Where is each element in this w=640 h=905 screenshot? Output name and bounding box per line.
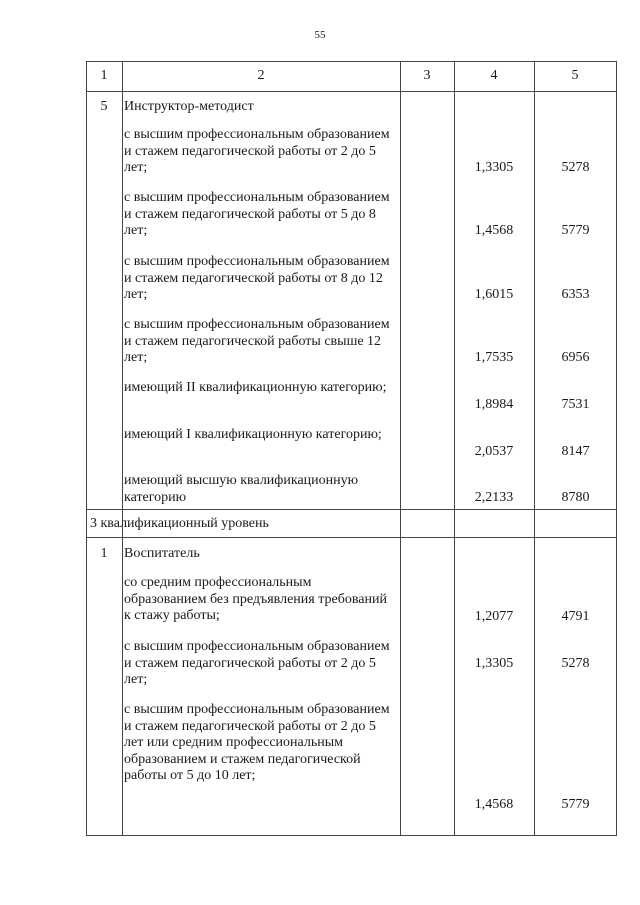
section-divider-2 (86, 537, 617, 538)
table-border-left (86, 61, 87, 836)
coefficient-value: 1,3305 (474, 656, 514, 671)
header-col-3: 3 (423, 68, 431, 83)
col-divider-2 (400, 61, 401, 836)
row-description: с высшим профессиональным образованием и стажем педагогической работы свыше 12 лет; (124, 317, 390, 365)
qualification-level-title: 3 квалификационный уровень (90, 516, 269, 531)
row-number: 5 (100, 99, 108, 114)
salary-value: 6353 (561, 287, 590, 302)
salary-value: 5278 (561, 160, 590, 175)
salary-value: 5278 (561, 656, 590, 671)
position-title: Воспитатель (124, 546, 200, 561)
table-border-bottom (86, 835, 617, 836)
header-col-2: 2 (257, 68, 265, 83)
coefficient-value: 2,0537 (474, 444, 514, 459)
salary-value: 8780 (561, 490, 590, 505)
header-col-4: 4 (490, 68, 498, 83)
row-description: с высшим профессиональным образованием и стажем педагогической работы от 2 до 5 лет; (124, 639, 390, 687)
table-border-top (86, 61, 617, 62)
position-title: Инструктор-методист (124, 99, 254, 114)
salary-value: 4791 (561, 609, 590, 624)
row-description: с высшим профессиональным образованием и стажем педагогической работы от 8 до 12 лет; (124, 254, 390, 302)
row-description: имеющий II квалификационную категорию; (124, 380, 387, 395)
row-description: с высшим профессиональным образованием и стажем педагогической работы от 2 до 5 лет или средним профессиональным образованием и стажем педагогической работы от 5 до 10 лет; (124, 702, 390, 783)
salary-table (86, 61, 617, 836)
row-description: с высшим профессиональным образованием и стажем педагогической работы от 2 до 5 лет; (124, 127, 390, 175)
salary-value: 6956 (561, 350, 590, 365)
coefficient-value: 1,3305 (474, 160, 514, 175)
coefficient-value: 1,2077 (474, 609, 514, 624)
coefficient-value: 1,4568 (474, 223, 514, 238)
salary-value: 7531 (561, 397, 590, 412)
row-description: с высшим профессиональным образованием и стажем педагогической работы от 5 до 8 лет; (124, 190, 390, 238)
row-description: имеющий I квалификационную категорию; (124, 427, 382, 442)
coefficient-value: 1,6015 (474, 287, 514, 302)
header-col-1: 1 (100, 68, 108, 83)
row-number: 1 (100, 546, 108, 561)
salary-value: 5779 (561, 223, 590, 238)
coefficient-value: 1,7535 (474, 350, 514, 365)
coefficient-value: 1,8984 (474, 397, 514, 412)
salary-value: 8147 (561, 444, 590, 459)
section-divider-1 (86, 509, 617, 510)
coefficient-value: 1,4568 (474, 797, 514, 812)
salary-value: 5779 (561, 797, 590, 812)
coefficient-value: 2,2133 (474, 490, 514, 505)
row-description: со средним профессиональным образованием без предъявления требований к стажу работы; (124, 575, 387, 623)
col-divider-1 (122, 61, 123, 836)
header-divider (86, 91, 617, 92)
row-description: имеющий высшую квалификационную категорию (124, 473, 359, 505)
page-number: 55 (314, 29, 326, 41)
header-col-5: 5 (571, 68, 579, 83)
